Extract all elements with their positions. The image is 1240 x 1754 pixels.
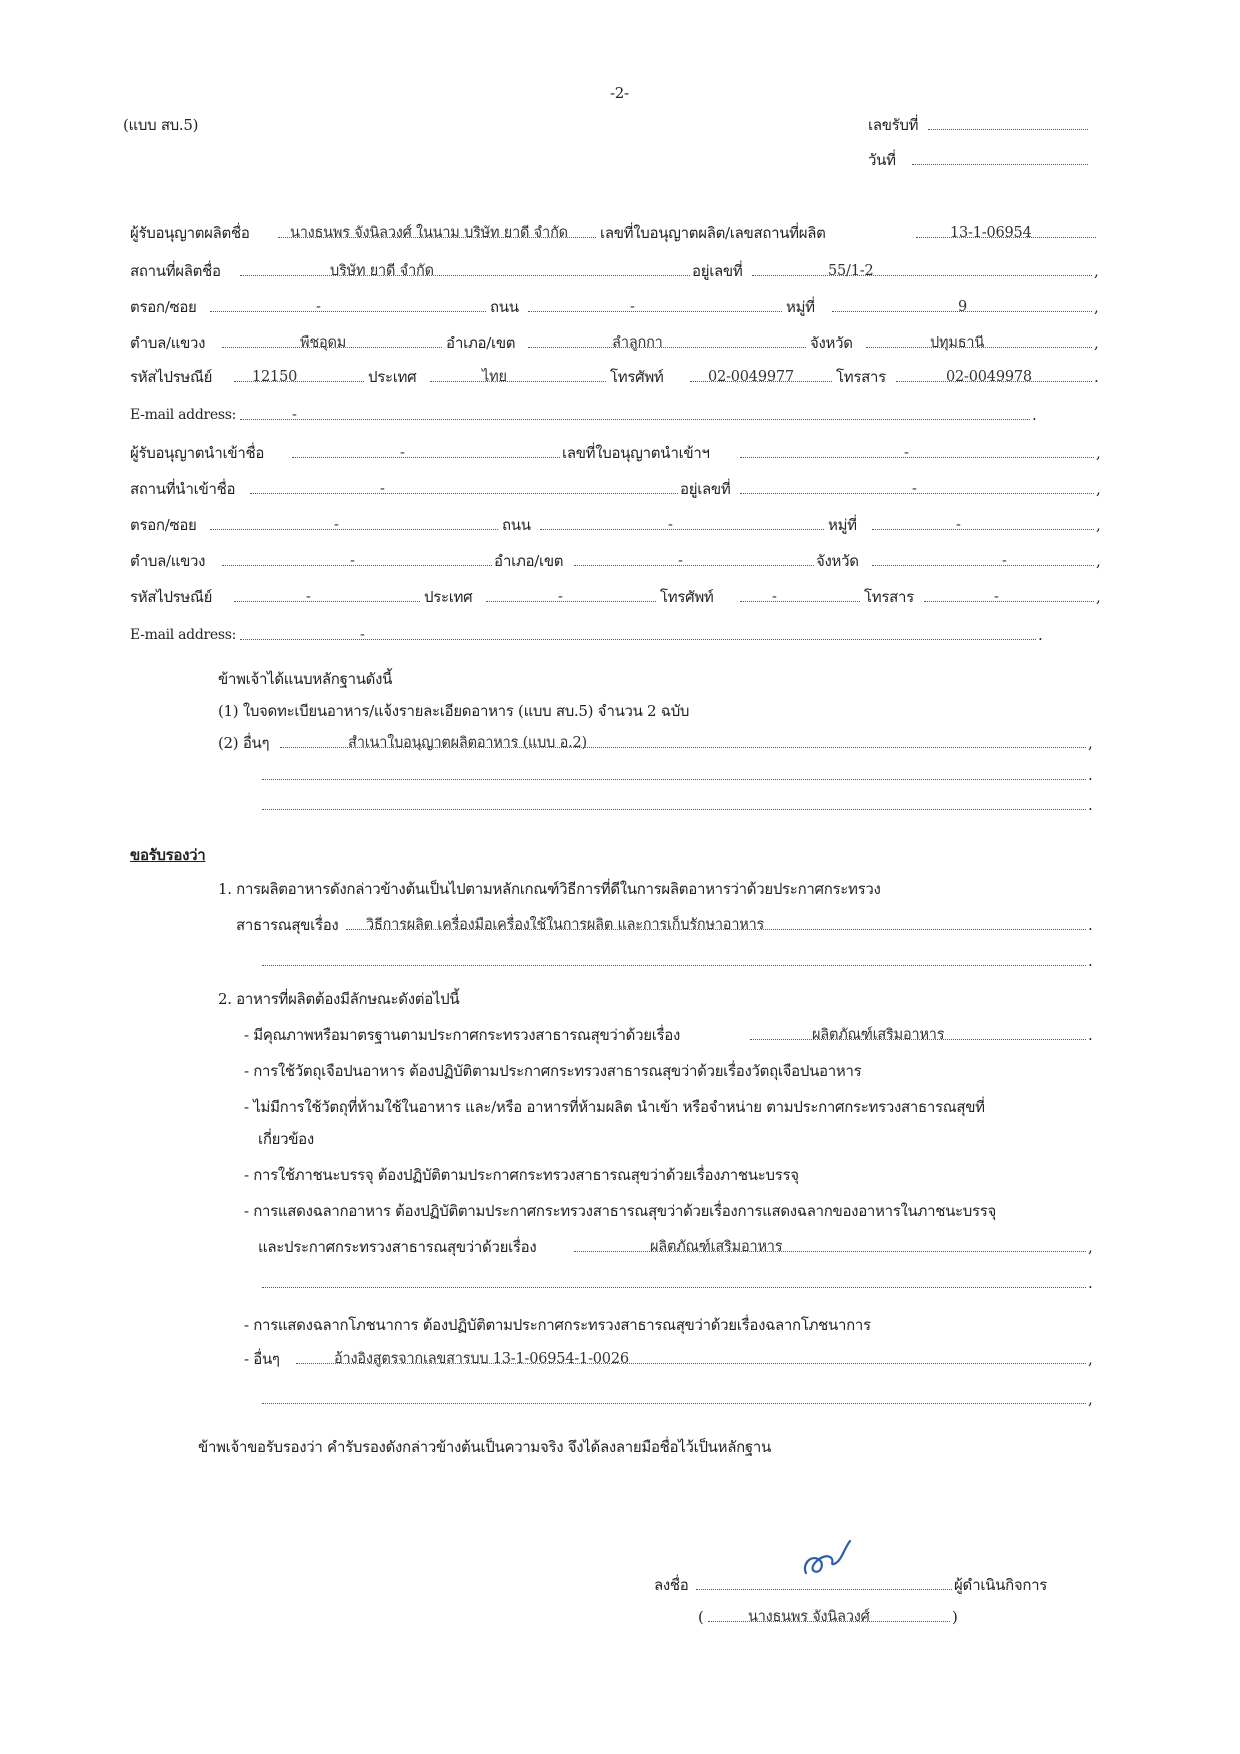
signer-name: นางธนพร จังนิลวงศ์: [748, 1609, 870, 1625]
dotted-field: [240, 419, 1030, 420]
value: -: [400, 445, 405, 461]
dotted-field: [430, 381, 606, 382]
label: ตรอก/ซอย: [130, 516, 197, 534]
label: และประกาศกระทรวงสาธารณสุขว่าด้วยเรื่อง: [258, 1238, 537, 1256]
receipt-no-label: เลขรับที่: [868, 116, 919, 134]
manufacturer-place-value: บริษัท ยาดี จำกัด: [330, 263, 434, 279]
prohibited-clause-line-2: เกี่ยวข้อง: [258, 1130, 314, 1148]
label: โทรศัพท์: [660, 588, 714, 606]
value: ลำลูกกา: [612, 335, 663, 351]
certification-heading: ขอรับรองว่า: [130, 846, 206, 864]
value: -: [912, 481, 917, 497]
dotted-field: [752, 275, 1092, 276]
manufacturer-name-row: [0, 218, 1240, 248]
label: - มีคุณภาพหรือมาตรฐานตามประกาศกระทรวงสาธารณสุขว่าด้วยเรื่อง: [244, 1026, 681, 1044]
value: -: [316, 299, 321, 315]
blank-dotted-line: [262, 965, 1086, 966]
dotted-field: [234, 601, 420, 602]
value: -: [558, 589, 563, 605]
label: โทรสาร: [864, 588, 914, 606]
dotted-field: [924, 601, 1094, 602]
open-paren: (: [698, 1608, 704, 1626]
date-field[interactable]: [912, 164, 1088, 165]
label: จังหวัด: [810, 334, 853, 352]
clause-1-subject-row: สาธารณสุขเรื่อง วิธีการผลิต เครื่องมือเครื่องใช้ในการผลิต และการเก็บรักษาอาหาร .: [0, 910, 1240, 940]
value: วิธีการผลิต เครื่องมือเครื่องใช้ในการผลิต และการเก็บรักษาอาหาร: [366, 917, 765, 933]
dotted-field: [210, 529, 498, 530]
label: E-mail address:: [130, 627, 237, 643]
dotted-field: [740, 601, 860, 602]
dotted-field: [872, 529, 1094, 530]
label: สถานที่ผลิตชื่อ: [130, 262, 221, 280]
quality-row: - มีคุณภาพหรือมาตรฐานตามประกาศกระทรวงสาธารณสุขว่าด้วยเรื่อง ผลิตภัณฑ์เสริมอาหาร .: [0, 1020, 1240, 1050]
value: ปทุมธานี: [930, 335, 985, 351]
label: ผู้รับอนุญาตนำเข้าชื่อ: [130, 444, 265, 462]
importer-email-row: E-mail address: - .: [0, 620, 1240, 650]
dotted-field: [486, 601, 656, 602]
label: สาธารณสุขเรื่อง: [236, 916, 339, 934]
attachment-item-2: (2) อื่นๆ สำเนาใบอนุญาตผลิตอาหาร (แบบ อ.2) ,: [0, 728, 1240, 758]
label: หมู่ที่: [828, 516, 857, 534]
dotted-field: [528, 311, 782, 312]
label: เลขที่ใบอนุญาตผลิต/เลขสถานที่ผลิต: [600, 224, 826, 242]
attachments-intro: ข้าพเจ้าได้แนบหลักฐานดังนี้: [218, 670, 393, 688]
value: -: [994, 589, 999, 605]
form-code: (แบบ สบ.5): [123, 116, 199, 134]
importer-subdistrict-row: ตำบล/แขวง - อำเภอ/เขต - จังหวัด - ,: [0, 546, 1240, 576]
importer-name-row: ผู้รับอนุญาตนำเข้าชื่อ - เลขที่ใบอนุญาตนำเข้าฯ - ,: [0, 438, 1240, 468]
label: ถนน: [490, 298, 519, 316]
value: 02-0049977: [708, 369, 794, 385]
value: อ้างอิงสูตรจากเลขสารบบ 13-1-06954-1-0026: [334, 1351, 629, 1367]
manufacturer-address-value: 55/1-2: [828, 263, 874, 279]
label: อำเภอ/เขต: [446, 334, 516, 352]
manufacturer-soi-row: ตรอก/ซอย - ถนน - หมู่ที่ 9 ,: [0, 292, 1240, 322]
signature-field[interactable]: [696, 1589, 952, 1590]
dotted-field: [740, 457, 1094, 458]
clause-1-line-1: 1. การผลิตอาหารดังกล่าวข้างต้นเป็นไปตามหลักเกณฑ์วิธีการที่ดีในการผลิตอาหารว่าด้วยประกาศกระทรวง: [218, 880, 881, 898]
dotted-field: [540, 529, 824, 530]
attachment-item-1: (1) ใบจดทะเบียนอาหาร/แจ้งรายละเอียดอาหาร (แบบ สบ.5) จำนวน 2 ฉบับ: [218, 702, 690, 720]
value: 12150: [252, 369, 298, 385]
label: ประเทศ: [368, 368, 417, 386]
dotted-field: [292, 457, 560, 458]
page-number: -2-: [610, 84, 629, 102]
label: จังหวัด: [816, 552, 859, 570]
manufacturer-license-value: 13-1-06954: [950, 225, 1032, 241]
manufacturer-place-row: สถานที่ผลิตชื่อ บริษัท ยาดี จำกัด อยู่เลขที่ 55/1-2 ,: [0, 256, 1240, 286]
value: -: [956, 517, 961, 533]
container-clause: - การใช้ภาชนะบรรจุ ต้องปฏิบัติตามประกาศกระทรวงสาธารณสุขว่าด้วยเรื่องภาชนะบรรจุ: [244, 1166, 799, 1184]
label: ประเทศ: [424, 588, 473, 606]
label: หมู่ที่: [786, 298, 815, 316]
importer-postcode-row: รหัสไปรษณีย์ - ประเทศ - โทรศัพท์ - โทรสาร - ,: [0, 582, 1240, 612]
value: -: [772, 589, 777, 605]
label: อำเภอ/เขต: [494, 552, 564, 570]
value: -: [668, 517, 673, 533]
prohibited-clause-line-1: - ไม่มีการใช้วัตถุที่ห้ามใช้ในอาหาร และ/หรือ อาหารที่ห้ามผลิต นำเข้า หรือจำหน่าย ตามประกาศกระทรวงสาธารณสุขที่: [244, 1098, 985, 1116]
sign-label: ลงชื่อ: [654, 1576, 689, 1594]
additive-clause: - การใช้วัตถุเจือปนอาหาร ต้องปฏิบัติตามประกาศกระทรวงสาธารณสุขว่าด้วยเรื่องวัตถุเจือปนอาหาร: [244, 1062, 862, 1080]
label: สถานที่นำเข้าชื่อ: [130, 480, 236, 498]
label: รหัสไปรษณีย์: [130, 368, 213, 386]
dotted-field: [210, 311, 486, 312]
dotted-field: [240, 275, 690, 276]
close-paren: ): [952, 1608, 958, 1626]
dotted-field: [528, 347, 806, 348]
manufacturer-subdistrict-row: ตำบล/แขวง พืชอุดม อำเภอ/เขต ลำลูกกา จังหวัด ปทุมธานี ,: [0, 328, 1240, 358]
label: ตรอก/ซอย: [130, 298, 197, 316]
label: ผู้รับอนุญาตผลิตชื่อ: [130, 224, 250, 242]
label: ถนน: [502, 516, 531, 534]
date-label: วันที่: [868, 151, 896, 169]
value: -: [630, 299, 635, 315]
label: - อื่นๆ: [244, 1350, 280, 1368]
value: -: [904, 445, 909, 461]
value: 9: [958, 299, 968, 315]
value: ไทย: [482, 369, 507, 385]
receipt-no-field[interactable]: [928, 129, 1088, 130]
value: 02-0049978: [946, 369, 1032, 385]
value: สำเนาใบอนุญาตผลิตอาหาร (แบบ อ.2): [348, 735, 587, 751]
value: -: [360, 627, 365, 643]
label: เลขที่ใบอนุญาตนำเข้าฯ: [562, 444, 710, 462]
label: อยู่เลขที่: [680, 480, 731, 498]
manufacturer-email-row: E-mail address: - .: [0, 400, 1240, 430]
label: โทรสาร: [836, 368, 886, 386]
manufacturer-postcode-row: รหัสไปรษณีย์ 12150 ประเทศ ไทย โทรศัพท์ 02-0049977 โทรสาร 02-0049978 .: [0, 362, 1240, 392]
value: -: [306, 589, 311, 605]
closing-statement: ข้าพเจ้าขอรับรองว่า คำรับรองดังกล่าวข้างต้นเป็นความจริง จึงได้ลงลายมือชื่อไว้เป็นหลักฐาน: [198, 1438, 771, 1456]
label: E-mail address:: [130, 407, 237, 423]
dotted-field: [574, 565, 814, 566]
label: โทรศัพท์: [610, 368, 664, 386]
importer-soi-row: ตรอก/ซอย - ถนน - หมู่ที่ - ,: [0, 510, 1240, 540]
manufacturer-name-value: นางธนพร จังนิลวงศ์ ในนาม บริษัท ยาดี จำกัด: [290, 225, 568, 241]
blank-dotted-line: [262, 1287, 1086, 1288]
value: -: [350, 553, 355, 569]
value: พืชอุดม: [300, 335, 347, 351]
value: -: [380, 481, 385, 497]
value: -: [678, 553, 683, 569]
label: (2) อื่นๆ: [218, 734, 270, 752]
label: รหัสไปรษณีย์: [130, 588, 213, 606]
dotted-field: [222, 565, 492, 566]
signer-role: ผู้ดำเนินกิจการ: [954, 1576, 1048, 1594]
label-clause-line-1: - การแสดงฉลากอาหาร ต้องปฏิบัติตามประกาศกระทรวงสาธารณสุขว่าด้วยเรื่องการแสดงฉลากของอาหารในภาชนะบรรจุ: [244, 1202, 997, 1220]
signer-name-row: [0, 1602, 1240, 1632]
dotted-field: [872, 565, 1094, 566]
blank-dotted-line: [262, 809, 1086, 810]
blank-dotted-line: [262, 779, 1086, 780]
label-clause-row: และประกาศกระทรวงสาธารณสุขว่าด้วยเรื่อง ผลิตภัณฑ์เสริมอาหาร ,: [0, 1232, 1240, 1262]
value: -: [1002, 553, 1007, 569]
dotted-field: [250, 493, 678, 494]
label: อยู่เลขที่: [692, 262, 743, 280]
importer-place-row: สถานที่นำเข้าชื่อ - อยู่เลขที่ - ,: [0, 474, 1240, 504]
nutrition-clause: - การแสดงฉลากโภชนาการ ต้องปฏิบัติตามประกาศกระทรวงสาธารณสุขว่าด้วยเรื่องฉลากโภชนาการ: [244, 1316, 871, 1334]
value: -: [292, 407, 297, 423]
label: ตำบล/แขวง: [130, 334, 206, 352]
blank-dotted-line: [262, 1403, 1086, 1404]
other-row: - อื่นๆ อ้างอิงสูตรจากเลขสารบบ 13-1-06954-1-0026 ,: [0, 1344, 1240, 1374]
label: ตำบล/แขวง: [130, 552, 206, 570]
value: -: [334, 517, 339, 533]
value: ผลิตภัณฑ์เสริมอาหาร: [650, 1239, 783, 1255]
clause-2-intro: 2. อาหารที่ผลิตต้องมีลักษณะดังต่อไปนี้: [218, 990, 460, 1008]
value: ผลิตภัณฑ์เสริมอาหาร: [812, 1027, 945, 1043]
dotted-field: [740, 493, 1094, 494]
signature-row: [0, 1570, 1240, 1600]
